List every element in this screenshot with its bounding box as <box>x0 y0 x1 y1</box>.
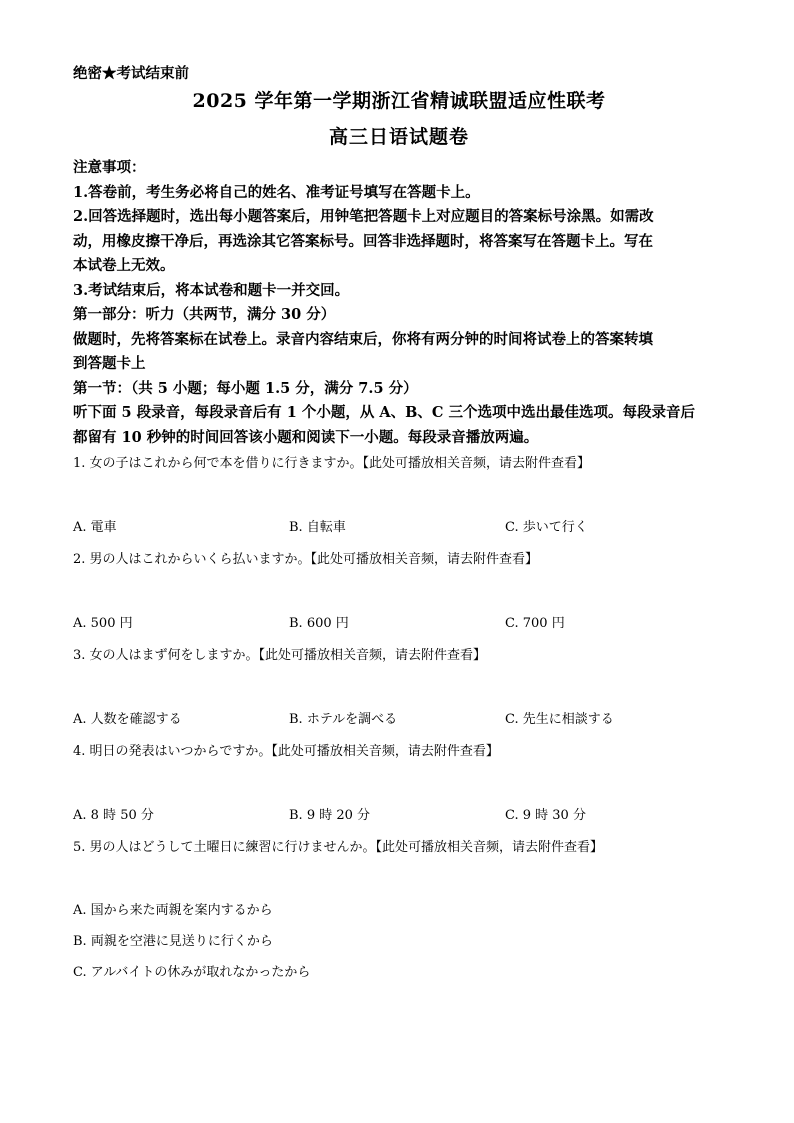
notice-item-3: 3.考试结束后，将本试卷和题卡一并交回。 <box>73 281 350 299</box>
question-5-option-a: A. 国から来た両親を案内するから <box>73 903 273 918</box>
question-2-options <box>73 614 725 634</box>
question-3-option-c: C. 先生に相談する <box>505 712 614 727</box>
part1-heading: 第一部分：听力（共两节，满分 30 分） <box>73 306 336 323</box>
question-2-option-a: A. 500 円 <box>73 616 133 631</box>
question-3: 3. 女の人はまず何をしますか。【此处可播放相关音频，请去附件查看】 <box>73 648 487 663</box>
question-1-options <box>73 518 725 538</box>
question-2-option-c: C. 700 円 <box>505 616 565 631</box>
question-3-option-b: B. ホテルを調べる <box>289 712 398 727</box>
question-4-option-a: A. 8 時 50 分 <box>73 808 154 823</box>
question-1-option-c: C. 歩いて行く <box>505 520 588 535</box>
question-4-option-b: B. 9 時 20 分 <box>289 808 371 823</box>
part1-desc-line-1: 做题时，先将答案标在试卷上。录音内容结束后，你将有两分钟的时间将试卷上的答案转填 <box>73 330 653 348</box>
question-1-option-a: A. 電車 <box>73 520 117 535</box>
question-4-option-c: C. 9 時 30 分 <box>505 808 586 823</box>
question-2: 2. 男の人はこれからいくら払いますか。【此处可播放相关音频，请去附件查看】 <box>73 552 539 567</box>
question-1-option-b: B. 自転車 <box>289 520 346 535</box>
question-5: 5. 男の人はどうして土曜日に練習に行けませんか。【此处可播放相关音频，请去附件查看】 <box>73 840 604 855</box>
question-5-option-b: B. 両親を空港に見送りに行くから <box>73 934 273 949</box>
notice-item-2-line-1: 2.回答选择题时，选出每小题答案后，用钟笔把答题卡上对应题目的答案标号涂黑。如需改 <box>73 208 654 225</box>
exam-subtitle: 高三日语试题卷 <box>328 126 469 148</box>
notice-item-2-line-2: 动，用橡皮擦干净后，再选涂其它答案标号。回答非选择题时，将答案写在答题卡上。写在 <box>73 232 653 250</box>
section1-desc-line-1: 听下面 5 段录音，每段录音后有 1 个小题，从 A、B、C 三个选项中选出最佳选项。每段录音后 <box>73 404 696 421</box>
question-3-option-a: A. 人数を確認する <box>73 712 182 727</box>
exam-page <box>73 62 725 983</box>
notice-item-2-line-3: 本试卷上无效。 <box>73 257 175 274</box>
part1-desc-line-2: 到答题卡上 <box>73 355 146 372</box>
notice-heading: 注意事项： <box>73 159 146 176</box>
question-3-options <box>73 710 725 730</box>
question-4-options <box>73 806 725 826</box>
question-1: 1. 女の子はこれから何で本を借りに行きますか。【此处可播放相关音频，请去附件查看】 <box>73 456 591 471</box>
question-2-option-b: B. 600 円 <box>289 616 349 631</box>
notice-item-1: 1.答卷前，考生务必将自己的姓名、准考证号填写在答题卡上。 <box>73 183 480 201</box>
confidential-label: 绝密★考试结束前 <box>73 65 189 82</box>
section1-desc-line-2: 都留有 10 秒钟的时间回答该小题和阅读下一小题。每段录音播放两遍。 <box>73 428 539 446</box>
question-4: 4. 明日の発表はいつからですか。【此处可播放相关音频，请去附件查看】 <box>73 744 499 759</box>
exam-title: 2025 学年第一学期浙江省精诚联盟适应性联考 <box>192 90 606 112</box>
section1-heading: 第一节：（共 5 小题；每小题 1.5 分，满分 7.5 分） <box>73 379 418 397</box>
question-5-option-c: C. アルバイトの休みが取れなかったから <box>73 965 311 980</box>
